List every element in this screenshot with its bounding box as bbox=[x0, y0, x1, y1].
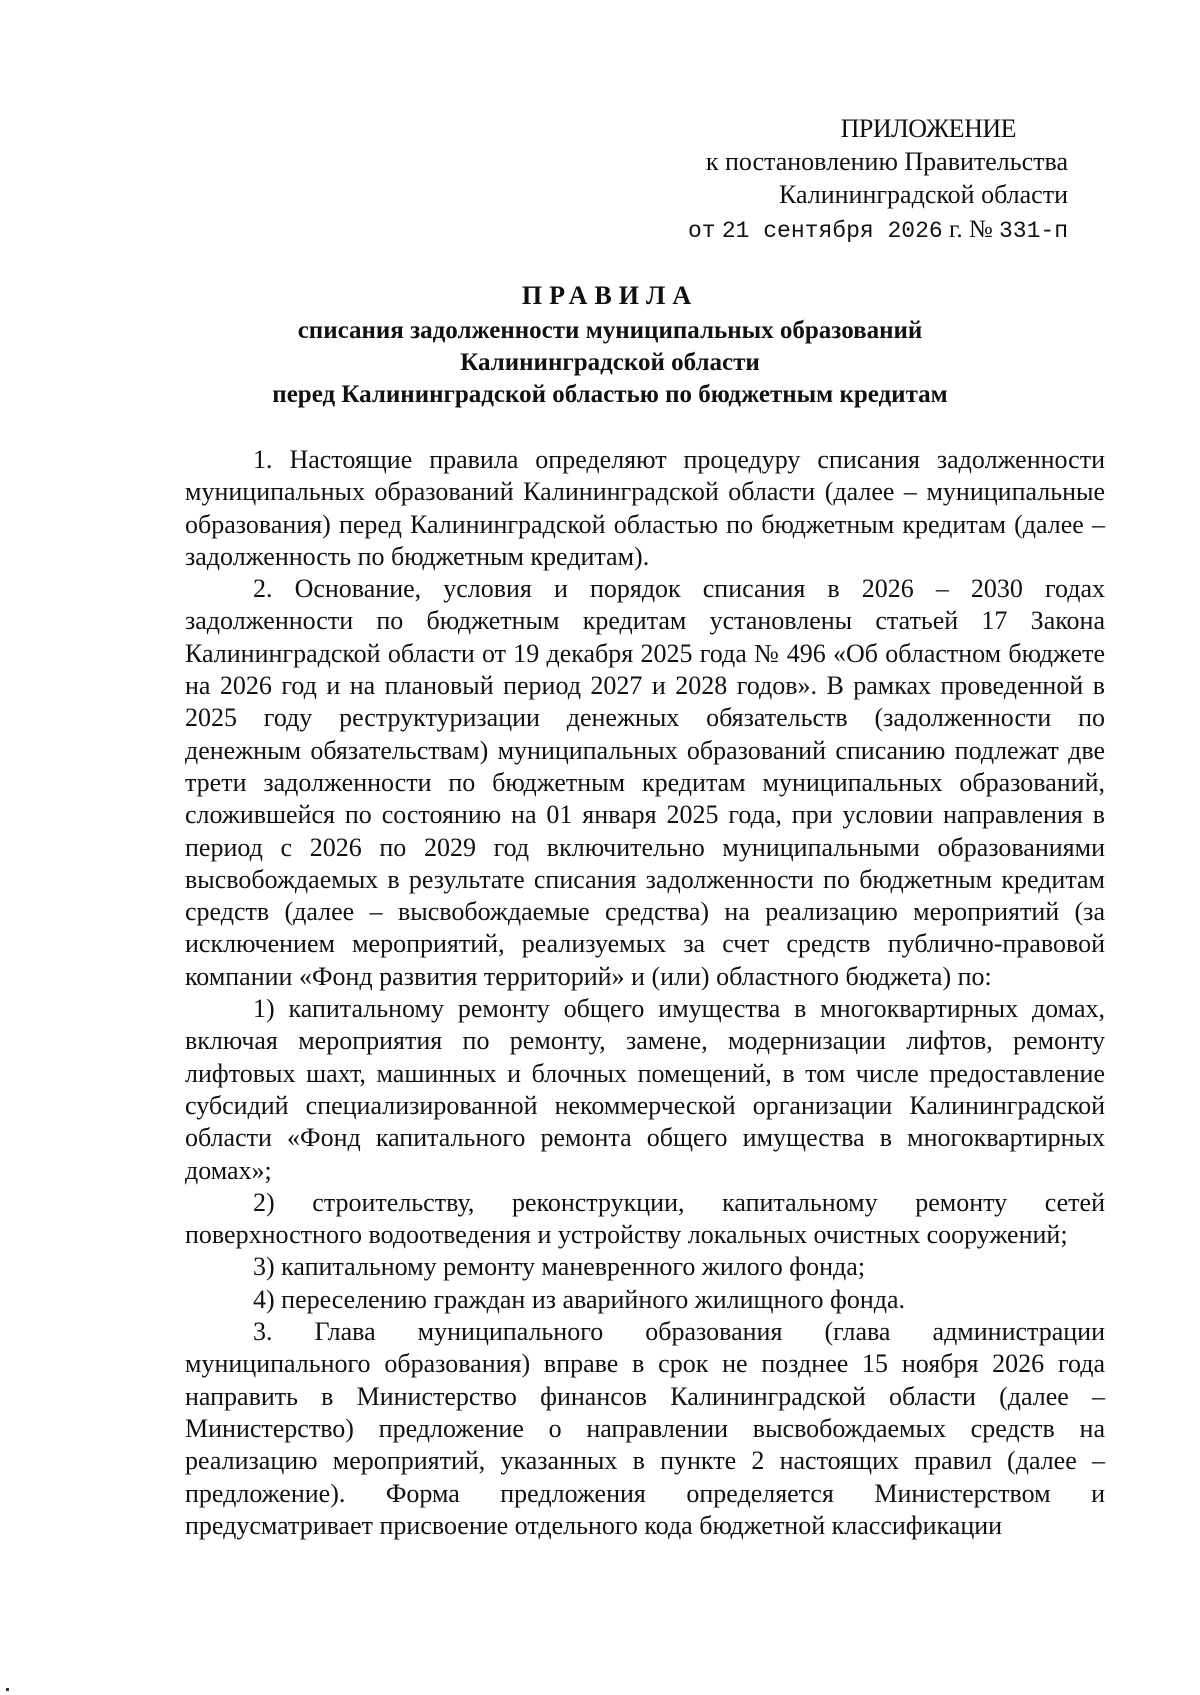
paragraph-2-item-2: 2) строительству, реконструкции, капитальному ремонту сетей поверхностного водоотведения и устройству локальных очистных сооружений; bbox=[185, 1187, 1105, 1250]
paragraph-3: 3. Глава муниципального образования (глава администрации муниципального образования) вправе в срок не позднее 15 ноября 2026 года направить в Министерство финансов Калининградской области (далее – Министерство) предложение о направлении высвобождаемых средств на реализацию мероприятий, указанных в пункте 2 настоящих правил (далее – предложение). Форма предложения определяется Министерством и предусматривает присвоение отдельного кода бюджетной классификации bbox=[185, 1317, 1105, 1540]
date-value: 21 сентября 2026 bbox=[721, 218, 943, 244]
appendix-line-1: к постановлению Правительства bbox=[705, 147, 1068, 176]
paragraph-2-item-4: 4) переселению граждан из аварийного жилищного фонда. bbox=[253, 1284, 906, 1314]
document-body bbox=[185, 444, 1105, 1542]
title-main: ПРАВИЛА bbox=[521, 281, 699, 310]
appendix-date-line bbox=[548, 213, 1068, 248]
date-prefix: от bbox=[687, 218, 716, 244]
scan-artifact bbox=[6, 1688, 9, 1691]
appendix-heading: ПРИЛОЖЕНИЕ bbox=[840, 114, 1016, 143]
paragraph-2: 2. Основание, условия и порядок списания в 2026 – 2030 годах задолженности по бюджетным кредитам установлены статьей 17 Закона Калининградской области от 19 декабря 2025 года № 496 «Об областном бюджете на 2026 год и на плановый период 2027 и 2028 годов». В рамках проведенной в 2025 году реструктуризации денежных обязательств (задолженности по денежным обязательствам) муниципальных образований списанию подлежат две трети задолженности по бюджетным кредитам муниципальных образований, сложившейся по состоянию на 01 января 2025 года, при условии направления в период с 2026 по 2029 год включительно муниципальными образованиями высвобождаемых в результате списания задолженности по бюджетным кредитам средств (далее – высвобождаемые средства) на реализацию мероприятий (за исключением мероприятий, реализуемых за счет средств публично-правовой компании «Фонд развития территорий» и (или) областного бюджета) по: bbox=[185, 574, 1105, 991]
document-number: 331-п bbox=[998, 218, 1068, 244]
title-line-1: списания задолженности муниципальных образований bbox=[297, 317, 923, 344]
date-year-suffix: г. № bbox=[948, 216, 993, 243]
title-line-3: перед Калининградской областью по бюджетным кредитам bbox=[272, 381, 948, 408]
document-title bbox=[140, 280, 1080, 411]
paragraph-2-item-3: 3) капитальному ремонту маневренного жилого фонда; bbox=[253, 1252, 866, 1282]
paragraph-1: 1. Настоящие правила определяют процедуру списания задолженности муниципальных образований Калининградской области (далее – муниципальные образования) перед Калининградской областью по бюджетным кредитам (далее – задолженность по бюджетным кредитам). bbox=[185, 445, 1105, 571]
title-line-2: Калининградской области bbox=[460, 349, 760, 376]
appendix-line-2: Калининградской области bbox=[778, 180, 1068, 209]
appendix-header bbox=[548, 112, 1068, 248]
paragraph-2-item-1: 1) капитальному ремонту общего имущества в многоквартирных домах, включая мероприятия по ремонту, замене, модернизации лифтов, ремонту лифтовых шахт, машинных и блочных помещений, в том числе предоставление субсидий специализированной некоммерческой организации Калининградской области «Фонд капитального ремонта общего имущества в многоквартирных домах»; bbox=[185, 994, 1105, 1185]
